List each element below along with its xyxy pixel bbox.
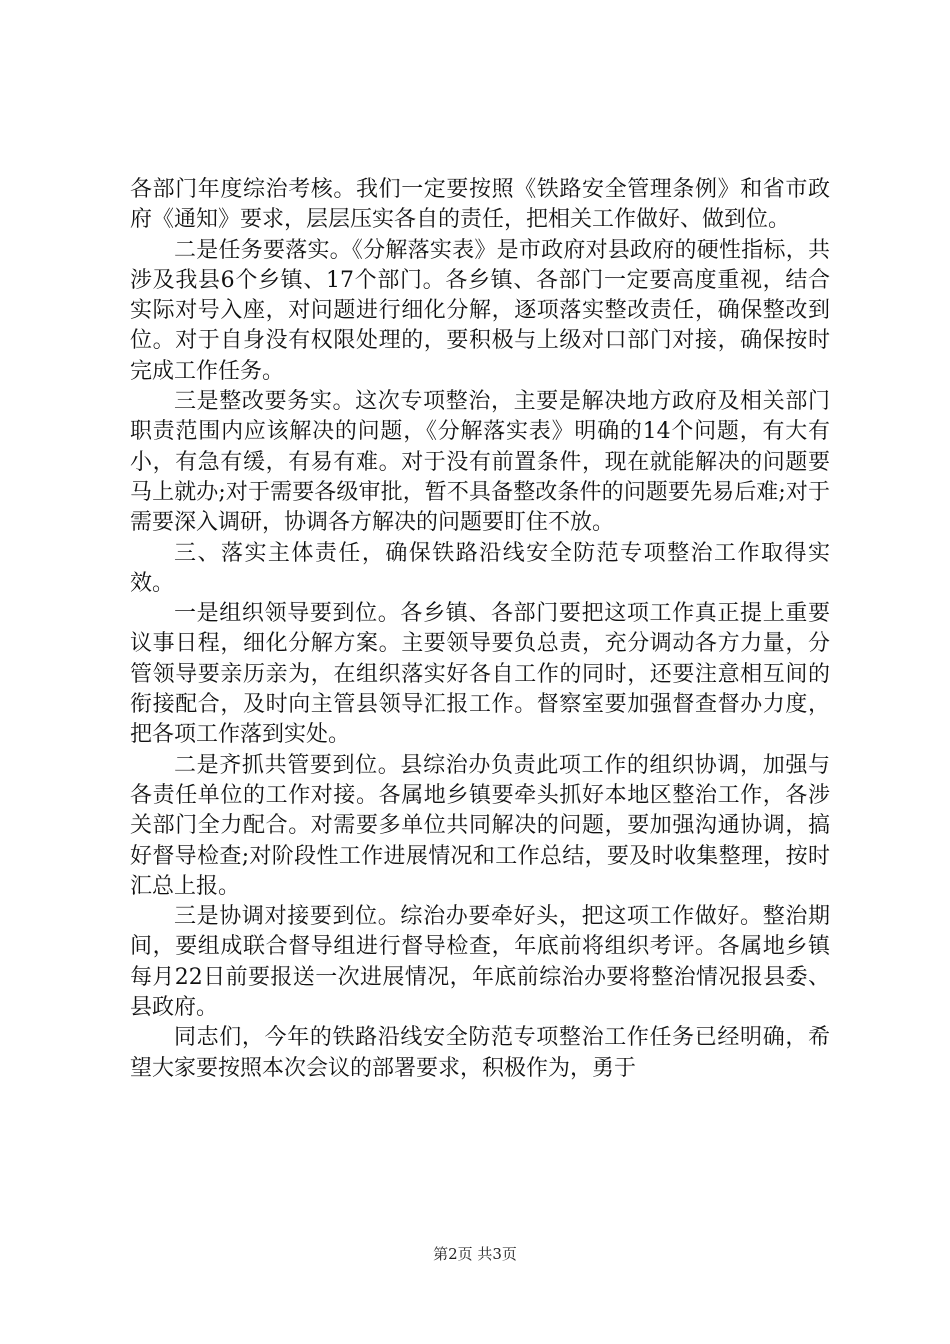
paragraph-5: 一是组织领导要到位。各乡镇、各部门要把这项工作真正提上重要议事日程，细化分解方案。主要领导要负总责，充分调动各方力量，分管领导要亲历亲为，在组织落实好各自工作的同时，还要注意相互间的衔接配合，及时向主管县领导汇报工作。督察室要加强督查督办力度，把各项工作落到实处。 bbox=[130, 601, 830, 748]
paragraph-8: 同志们，今年的铁路沿线安全防范专项整治工作任务已经明确，希望大家要按照本次会议的部署要求，积极作为，勇于 bbox=[130, 1025, 830, 1081]
paragraph-2: 二是任务要落实。《分解落实表》是市政府对县政府的硬性指标，共涉及我县6个乡镇、17个部门。各乡镇、各部门一定要高度重视，结合实际对号入座，对问题进行细化分解，逐项落实整改责任，确保整改到位。对于自身没有权限处理的，要积极与上级对口部门对接，确保按时完成工作任务。 bbox=[130, 237, 830, 384]
paragraph-7: 三是协调对接要到位。综治办要牵好头，把这项工作做好。整治期间，要组成联合督导组进行督导检查，年底前将组织考评。各属地乡镇每月22日前要报送一次进展情况，年底前综治办要将整治情况报县委、县政府。 bbox=[130, 904, 830, 1021]
section-heading-3: 三、落实主体责任，确保铁路沿线安全防范专项整治工作取得实效。 bbox=[130, 540, 830, 596]
paragraph-3: 三是整改要务实。这次专项整治，主要是解决地方政府及相关部门职责范围内应该解决的问题，《分解落实表》明确的14个问题，有大有小，有急有缓，有易有难。对于没有前置条件，现在就能解决的问题要马上就办;对于需要各级审批，暂不具备整改条件的问题要先易后难;对于需要深入调研，协调各方解决的问题要盯住不放。 bbox=[130, 389, 830, 536]
paragraph-1: 各部门年度综治考核。我们一定要按照《铁路安全管理条例》和省市政府《通知》要求，层层压实各自的责任，把相关工作做好、做到位。 bbox=[130, 177, 830, 233]
paragraph-6: 二是齐抓共管要到位。县综治办负责此项工作的组织协调，加强与各责任单位的工作对接。各属地乡镇要牵头抓好本地区整治工作，各涉关部门全力配合。对需要多单位共同解决的问题，要加强沟通协调，搞好督导检查;对阶段性工作进展情况和工作总结，要及时收集整理，按时汇总上报。 bbox=[130, 752, 830, 899]
page-footer: 第2页 共3页 bbox=[433, 1245, 517, 1263]
document-body bbox=[130, 175, 830, 1084]
